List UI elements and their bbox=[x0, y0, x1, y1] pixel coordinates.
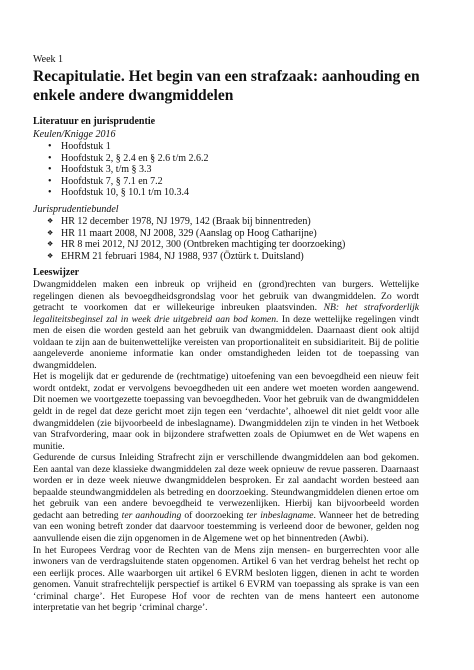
list-item: • Hoofdstuk 2, § 2.4 en § 2.6 t/m 2.6.2 bbox=[61, 153, 209, 165]
list-item: • Hoofdstuk 3, t/m § 3.3 bbox=[61, 164, 209, 176]
book-title: Keulen/Knigge 2016 bbox=[33, 129, 116, 140]
jurisprudence-heading: Jurisprudentiebundel bbox=[33, 204, 119, 215]
reading-guide-heading: Leeswijzer bbox=[33, 267, 80, 278]
list-item: ❖ HR 8 mei 2012, NJ 2012, 300 (Ontbreken machtiging ter doorzoeking) bbox=[61, 239, 345, 251]
reading-guide-body bbox=[33, 279, 419, 614]
list-item: ❖ HR 12 december 1978, NJ 1979, 142 (Braak bij binnentreden) bbox=[61, 216, 345, 228]
paragraph: Gedurende de cursus Inleiding Strafrecht zijn er verschillende dwangmiddelen aan bod gekomen. Een aantal van deze klassieke dwangmiddelen zal deze week opnieuw de revue passeren. Daarnaast worden er in deze week nieuwe dwangmiddelen besproken. Er zal aandacht worden besteed aan bepaalde steundwangmiddelen als betreding en doorzoeking. Steundwangmiddelen dienen ertoe om het gebruik van een andere bevoegdheid te verwezenlijken. Hierbij kan bijvoorbeeld worden gedacht aan betreding ter aanhouding of doorzoeking ter inbeslagname. Wanneer het de betreding van een woning betreft zonder dat daarvoor toestemming is verleend door de bewoner, gelden nog aanvullende eisen die zijn opgenomen in de Algemene wet op het binnentreden (Awbi). bbox=[33, 452, 419, 545]
paragraph: In het Europees Verdrag voor de Rechten van de Mens zijn mensen- en burgerrechten voor alle inwoners van de verdragsluitende staten opgenomen. Artikel 6 van het verdrag behelst het recht op een eerlijk proces. Alle waarborgen uit artikel 6 EVRM besloten liggen, dienen in acht te worden genomen. Vanuit strafrechtelijk perspectief is artikel 6 EVRM van toepassing als sprake is van een ‘criminal charge’. Het Europese Hof voor de rechten van de mens hanteert een autonome interpretatie van het begrip ‘criminal charge’. bbox=[33, 544, 419, 614]
list-item: ❖ HR 11 maart 2008, NJ 2008, 329 (Aanslag op Hoog Catharijne) bbox=[61, 228, 345, 240]
literature-heading: Literatuur en jurisprudentie bbox=[33, 116, 156, 127]
list-item: • Hoofdstuk 7, § 7.1 en 7.2 bbox=[61, 176, 209, 188]
paragraph: Dwangmiddelen maken een inbreuk op vrijheid en (grond)rechten van burgers. Wettelijke regelingen dienen als bevoegdheidsgrondslag voor het gebruik van dwangmiddelen. Zo wordt getracht te voorkomen dat er willekeurige inbreuken plaatsvinden. NB: het strafvorderlijk legaliteitsbeginsel zal in week drie uitgebreid aan bod komen. In deze wettelijke regelingen vindt men de eisen die worden gesteld aan het gebruik van dwangmiddelen. Daarnaast dient ook altijd voldaan te zijn aan de buitenwettelijke vereisten van proportionaliteit en subsidiariteit. Bij de politie aangeleverde anonieme informatie kan onder omstandigheden leiden tot de toepassing van dwangmiddelen. bbox=[33, 279, 420, 371]
list-item: • Hoofdstuk 1 bbox=[61, 141, 209, 153]
page-title: Recapitulatie. Het begin van een strafzaak: aanhouding en enkele andere dwangmiddelen bbox=[33, 68, 420, 104]
jurisprudence-list bbox=[33, 216, 345, 262]
list-item: • Hoofdstuk 10, § 10.1 t/m 10.3.4 bbox=[61, 187, 209, 199]
paragraph: Het is mogelijk dat er gedurende de (rechtmatige) uitoefening van een bevoegdheid een nieuw feit wordt ontdekt, zodat er vervolgens bevoegdheden uit een andere wet moeten worden aangewend. Dit noemen we voortgezette toepassing van bevoegdheden. Voor het gebruik van de dwangmiddelen geldt in de regel dat deze gericht moet zijn tegen een ‘verdachte’, alhoewel dit niet geldt voor alle dwangmiddelen (zie bijvoorbeeld de inbeslagname). Dwangmiddelen zijn te vinden in het Wetboek van Strafvordering, maar ook in bijzondere strafwetten zoals de Opiumwet en de Wet wapens en munitie. bbox=[33, 371, 419, 452]
week-label: Week 1 bbox=[33, 54, 64, 65]
list-item: ❖ EHRM 21 februari 1984, NJ 1988, 937 (Öztürk t. Duitsland) bbox=[61, 251, 345, 263]
literature-list bbox=[33, 141, 209, 199]
